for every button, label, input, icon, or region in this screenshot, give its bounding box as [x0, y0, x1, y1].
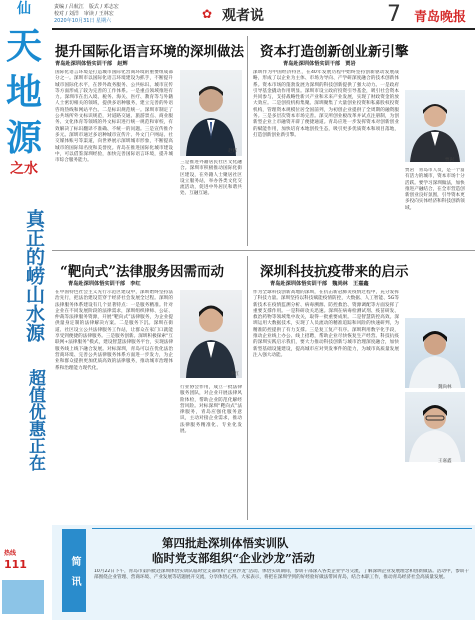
article-4-byline: 青岛赴深圳体悟实训干部 魏尚林 王嘉鑫	[270, 281, 369, 287]
header-rule	[52, 28, 475, 30]
article-1-body: 国际化语言环境是打造城市国际化营商环境的重要组成部分之一。深圳市以国际化语言环境建设为抓手，不断提升城市国际化水平，在涉外政务服务、公共标识、城市宣传等方面形成了较为完善的工作体系。一是重点领域推进有力。深圳市在出入境、税务、海关、医疗、教育等与外籍人士密切相关的领域，提供多语种服务，建立完善的外语咨询热线和网站平台。二是标识规范统一。深圳市制定了公共场所外文标识规范，对道路交通、旅游景点、商业服务、文化体育等领域的外文标识进行统一规范和审校，有效解决了标识翻译不准确、不统一的问题。三是宣传推介多元。深圳市通过多语种城市宣传片、外文门户网站、社交媒体账号等渠道，向世界展示深圳城市形象，不断提高城市的国际知名度和美誉度。青岛在推进国际化城市建设中，可以借鉴深圳经验，加快完善国际语言环境，提升城市综合服务能力。	[55, 70, 173, 164]
section-rule	[52, 250, 475, 251]
ad-top-char: 仙	[17, 1, 31, 17]
ad-char-1: 天	[5, 25, 42, 67]
article-2-byline: 青岛赴深圳体悟实训干部 贾岩	[283, 61, 356, 67]
article-3-caption: 李红	[230, 372, 239, 377]
ad-vertical-line-2: 超值优惠正在	[25, 369, 45, 471]
article-4-photo-2	[405, 392, 465, 462]
ad-phone-number: 111	[4, 558, 27, 571]
column-divider-2	[247, 256, 248, 520]
ad-hotline-label: 热线	[4, 550, 17, 557]
ad-char-3: 源	[5, 117, 42, 159]
article-3-body-col2: 行业协会作用，成立一批法律服务团队，对企业开展法律风险体检，帮助企业防范化解经营风险。对标深圳“靶向式”法律服务，青岛应强化服务意识，主动对接企业需求，推动法律服务精准化、专业化发展。	[180, 385, 242, 435]
article-1-body-col2: 三是推进外籍居民社区文化融合。深圳市积极推动国际化街区建设，在外籍人士聚居社区设立服务站，举办各类文化交流活动，促进中外居民和谐共处、互融互通。	[180, 160, 242, 197]
page-header	[52, 0, 475, 30]
article-4-caption-2: 王嘉鑫	[438, 459, 452, 464]
article-4-photo-1	[405, 318, 465, 388]
section-logo-icon: ✿	[202, 7, 213, 21]
section-title: 观者说	[222, 8, 264, 24]
ad-char-2: 地	[5, 71, 42, 113]
page-number: 7	[387, 2, 401, 27]
article-4-caption-1: 魏尚林	[438, 385, 452, 390]
left-advertisement-strip	[0, 0, 47, 620]
article-2-photo	[405, 90, 465, 162]
article-3-byline: 青岛赴深圳体悟实训干部 李红	[68, 281, 141, 287]
header-date: 2020年10月31日 星期六	[54, 18, 112, 24]
news-brief-tag: 简 讯	[62, 529, 86, 612]
news-brief-box	[52, 525, 475, 620]
ad-side-label: 之水	[10, 161, 38, 177]
header-meta-1: 责编 / 吕航江 版式 / 邓志宏	[54, 4, 119, 10]
brief-top-line	[92, 528, 472, 529]
article-4-headline: 深圳科技抗疫带来的启示	[260, 264, 409, 280]
brief-body: 10月22日下午，青岛市第四批赴深圳体悟实训队临时党支部组织“企业沙龙”活动。体悟实训期间，参训干部深入各类企业学习交流，了解深圳企业发展理念和创新做法。活动中，参训干部围绕企业管理、营商环境、产业发展等话题展开交流，分享体悟心得。大家表示，将把在深圳学到的好经验好做法带回青岛，结合本职工作，推动青岛经济社会高质量发展。	[94, 569, 469, 581]
article-1-caption: 赵辉	[228, 149, 237, 154]
column-divider	[247, 36, 248, 246]
article-3-photo	[180, 290, 242, 378]
ad-bottom-bar	[2, 580, 44, 614]
header-meta-2: 校对 / 刘洋 审读 / 王林宏	[54, 11, 114, 17]
article-3-headline: “靶向式”法律服务因需而动	[60, 264, 225, 280]
brief-headline-1: 第四批赴深圳体悟实训队	[162, 536, 289, 550]
article-2-body: 深圳作为中国经济特区，在40年发展历程中始终坚持创新驱动发展战略，形成了以企业为主体、市场为导向、产学研深度融合的技术创新体系。资本市场的蓬勃发展为深圳的科技创新提供了强大动力。一是政府引导基金撬动作用明显。深圳市设立政府投资引导基金，吸引社会资本共同参与，支持战略性新兴产业和未来产业发展，实现了财政资金的放大效应。二是创投机构集聚。深圳聚集了大量创业投资和私募股权投资机构，管理资本规模位居全国前列，为初创企业提供了全周期的融资服务。三是多层次资本市场完善。深交所创业板改革并试点注册制，为创新型企业上市融资开辟了便捷通道。青岛应进一步发挥资本对创新创业的赋能作用，加快培育本地创投生态，吸引更多优质资本和项目落地，打造创新创业新引擎。	[253, 70, 399, 138]
article-2-caption: 贾岩	[445, 158, 454, 163]
article-3-body: 在中国特色社会主义先行示范区建设中，深圳始终坚持法治先行，把法治建设贯穿于经济社会发展全过程。深圳的法律服务体系建设有几个显著特点：一是服务精准。针对企业在不同发展阶段的法律需求，深圳组织律师、公证、仲裁等法律服务资源，开展“靶向式”法律服务，为企业提供量身定制的法律解决方案。二是服务下沉。深圳在街道、社区设立公共法律服务工作站，让群众在家门口就能享受到便捷的法律服务。三是服务创新。深圳积极探索“互联网+法律服务”模式，建设智慧法律服务平台，实现法律服务线上线下融合发展。对标深圳，青岛可以在优化法治营商环境、完善公共法律服务体系方面进一步发力，为企业和群众提供更加优质高效的法律服务，推动城市治理体系和治理能力现代化。	[55, 290, 173, 371]
article-4-body: 作为全球科技创新高地的深圳，在抗击新冠肺炎疫情过程中，充分发挥了科技力量。深圳坚持以科技赋能疫情防控，大数据、人工智能、5G等新技术在疫情监测分析、病毒溯源、防控救治、资源调配等方面发挥了重要支撑作用。一是科研攻关迅速。深圳在病毒检测试剂、疫苗研发、救治药物等领域集中攻关，取得一批重要成果。二是智慧防控高效。深圳运用大数据技术，实现了人员流动的精准追踪和风险的快速研判，为精准防控提供了有力支撑。三是复工复产有序。深圳利用数字化手段，推动企业线上办公、线上招聘，帮助企业尽快恢复生产经营。科技抗疫的深圳实践启示我们，要大力推动科技创新与城市治理深度融合，加快新型基础设施建设，提高城市应对突发事件的能力，为城市高质量发展注入强大动能。	[253, 290, 399, 358]
ad-vertical-line-1: 真正的崂山水源	[23, 208, 45, 342]
article-1-headline: 提升国际化语言环境的深圳做法	[55, 44, 244, 60]
article-1-photo	[180, 70, 242, 156]
article-2-quote: 贾岩 青岛市人员，是一个富有活力的城市，资本市场十分活跃。要学习深圳做法，加快推进产融结合，在全市营造创新创业良好氛围，引导资本更多投向实体经济和科技创新领域。	[405, 168, 465, 211]
article-2-headline: 资本打造创新创业新引擎	[260, 44, 409, 60]
article-1-byline: 青岛赴深圳体悟实训干部 赵辉	[55, 61, 128, 67]
brief-headline-2: 临时党支部组织“企业沙龙”活动	[152, 551, 315, 565]
newspaper-brand: 青岛晚报	[414, 10, 467, 25]
